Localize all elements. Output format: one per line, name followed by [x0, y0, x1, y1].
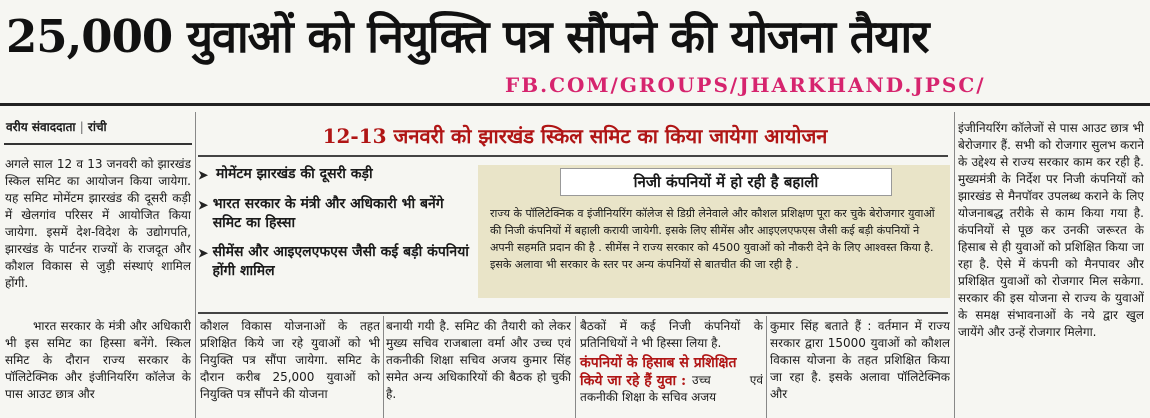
byline — [6, 118, 107, 135]
watermark-url: FB.COM/GROUPS/JHARKHAND.JPSC/ — [505, 73, 986, 97]
highlight-text: मोमेंटम झारखंड की दूसरी कड़ी — [216, 166, 373, 182]
column-divider — [383, 316, 384, 418]
article-column-3: बनायी गयी है. समिट की तैयारी को लेकर मुख्य सचिव राजबाला वर्मा और उच्च एवं तकनीकी शिक्षा सचिव अजय कुमार सिंह समेत अन्य अधिकारियों की बैठक हो चुकी है. — [386, 319, 571, 401]
headline: 25,000 युवाओं को नियुक्ति पत्र सौंपने की योजना तैयार — [6, 10, 929, 63]
article-column-4a: बैठकों में कई निजी कंपनियों के प्रतिनिधियों ने भी हिस्सा लिया है. — [580, 319, 763, 350]
highlight-text: भारत सरकार के मंत्री और अधिकारी भी बनेंगे समिट का हिस्सा — [212, 196, 444, 231]
bullet-icon: ➤ — [198, 168, 209, 182]
column-divider — [575, 316, 576, 418]
highlight-item — [198, 165, 473, 185]
subheadline-rule — [198, 155, 948, 157]
column-divider — [766, 316, 767, 418]
byline-rule — [4, 143, 192, 145]
subheadline: 12-13 जनवरी को झारखंड स्किल समिट का किया जायेगा आयोजन — [322, 124, 828, 148]
article-column-5: कुमार सिंह बताते हैं : वर्तमान में राज्य सरकार द्वारा 15000 युवाओं को कौशल विकास योजना के तहत प्रशिक्षित किया जा रहा है. इसके अलावा पॉलिटेक्निक और — [770, 319, 950, 401]
article-column-6: इंजीनियरिंग कॉलेजों से पास आउट छात्र भी बेरोजगार हैं. सभी को रोजगार सुलभ कराने के उद्देश्य से राज्य सरकार काम कर रही है. मुख्यमंत्री के निर्देश पर निजी कंपनियों को झारखंड से मैनपॉवर उपलब्ध कराने के लिए योजनाबद्ध तरीके से काम किया गया है. कंपनियों से पूछ कर उनकी जरूरत के हिसाब से ही युवाओं को प्रशिक्षित किया जा रहा है. ऐसे में कंपनी को मैनपावर और प्रशिक्षित युवाओं को रोजगार मिल सकेगा. सरकार की इस योजना से राज्य के युवाओं के समक्ष संभावनाओं के नये द्वार खुल जायेंगे और उन्हें रोजगार मिलेगा. — [958, 121, 1144, 339]
byline-separator: | — [79, 120, 84, 134]
headline-rule — [0, 103, 1150, 106]
section-rule — [198, 312, 948, 314]
article-column-1a: अगले साल 12 व 13 जनवरी को झारखंड स्किल समिट का आयोजन किया जायेगा. यह समिट मोमेंटम झारखंड की दूसरी कड़ी में खेलगांव परिसर में आयोजित किया जायेगा. इसमें देश-विदेश के उद्योगपति, झारखंड के पार्टनर राज्यों के राजदूत और कौशल विकास से जुड़ी संस्थाएं शामिल होंगी. — [5, 157, 191, 290]
byline-reporter: वरीय संवाददाता — [6, 120, 76, 134]
byline-city: रांची — [87, 120, 107, 134]
info-box-body: राज्य के पॉलिटेक्निक व इंजीनियरिंग कॉलेज से डिग्री लेनेवाले और कौशल प्रशिक्षण पूरा कर चुके बेरोजगार युवाओं की निजी कंपनियों में बहाली करायी जायेगी. इसके लिए सीमेंस और आइएलएफएस जैसी कई बड़ी कंपनियों ने अपनी सहमति प्रदान की है . सीमेंस ने राज्य सरकार को 4500 युवाओं को नौकरी देने के लिए आश्वस्त किया है. इसके अलावा भी सरकार के स्तर पर अन्य कंपनियों से बातचीत की जा रही है . — [490, 207, 935, 271]
info-box-title: निजी कंपनियों में हो रही है बहाली — [560, 168, 892, 196]
article-column-4b: उच्च एवं तकनीकी शिक्षा के सचिव अजय — [580, 373, 763, 404]
highlight-item — [198, 195, 473, 233]
bullet-icon: ➤ — [198, 198, 209, 212]
bullet-icon: ➤ — [198, 246, 209, 260]
highlight-text: सीमेंस और आइएलएफएस जैसी कई बड़ी कंपनियां होंगी शामिल — [212, 244, 469, 279]
highlight-item — [198, 243, 473, 281]
column-divider — [195, 112, 196, 418]
article-column-2: कौशल विकास योजनाओं के तहत प्रशिक्षित किये जा रहे युवाओं को भी नियुक्ति पत्र सौंपा जायेगा. समिट के दौरान करीब 25,000 युवाओं को नियुक्ति पत्र सौंपने की योजना — [200, 319, 380, 401]
highlights-list — [198, 165, 473, 291]
article-column-1b: भारत सरकार के मंत्री और अधिकारी भी इस समिट का हिस्सा बनेंगे. स्किल समिट के दौरान राज्य सरकार के पॉलिटेक्निक और इंजीनियरिंग कॉलेज के पास आउट छात्र और — [5, 319, 191, 401]
column-divider — [954, 112, 955, 418]
article-inline-subhead: कंपनियों के हिसाब से प्रशिक्षित किये जा रहे हैं युवा : — [580, 355, 737, 389]
